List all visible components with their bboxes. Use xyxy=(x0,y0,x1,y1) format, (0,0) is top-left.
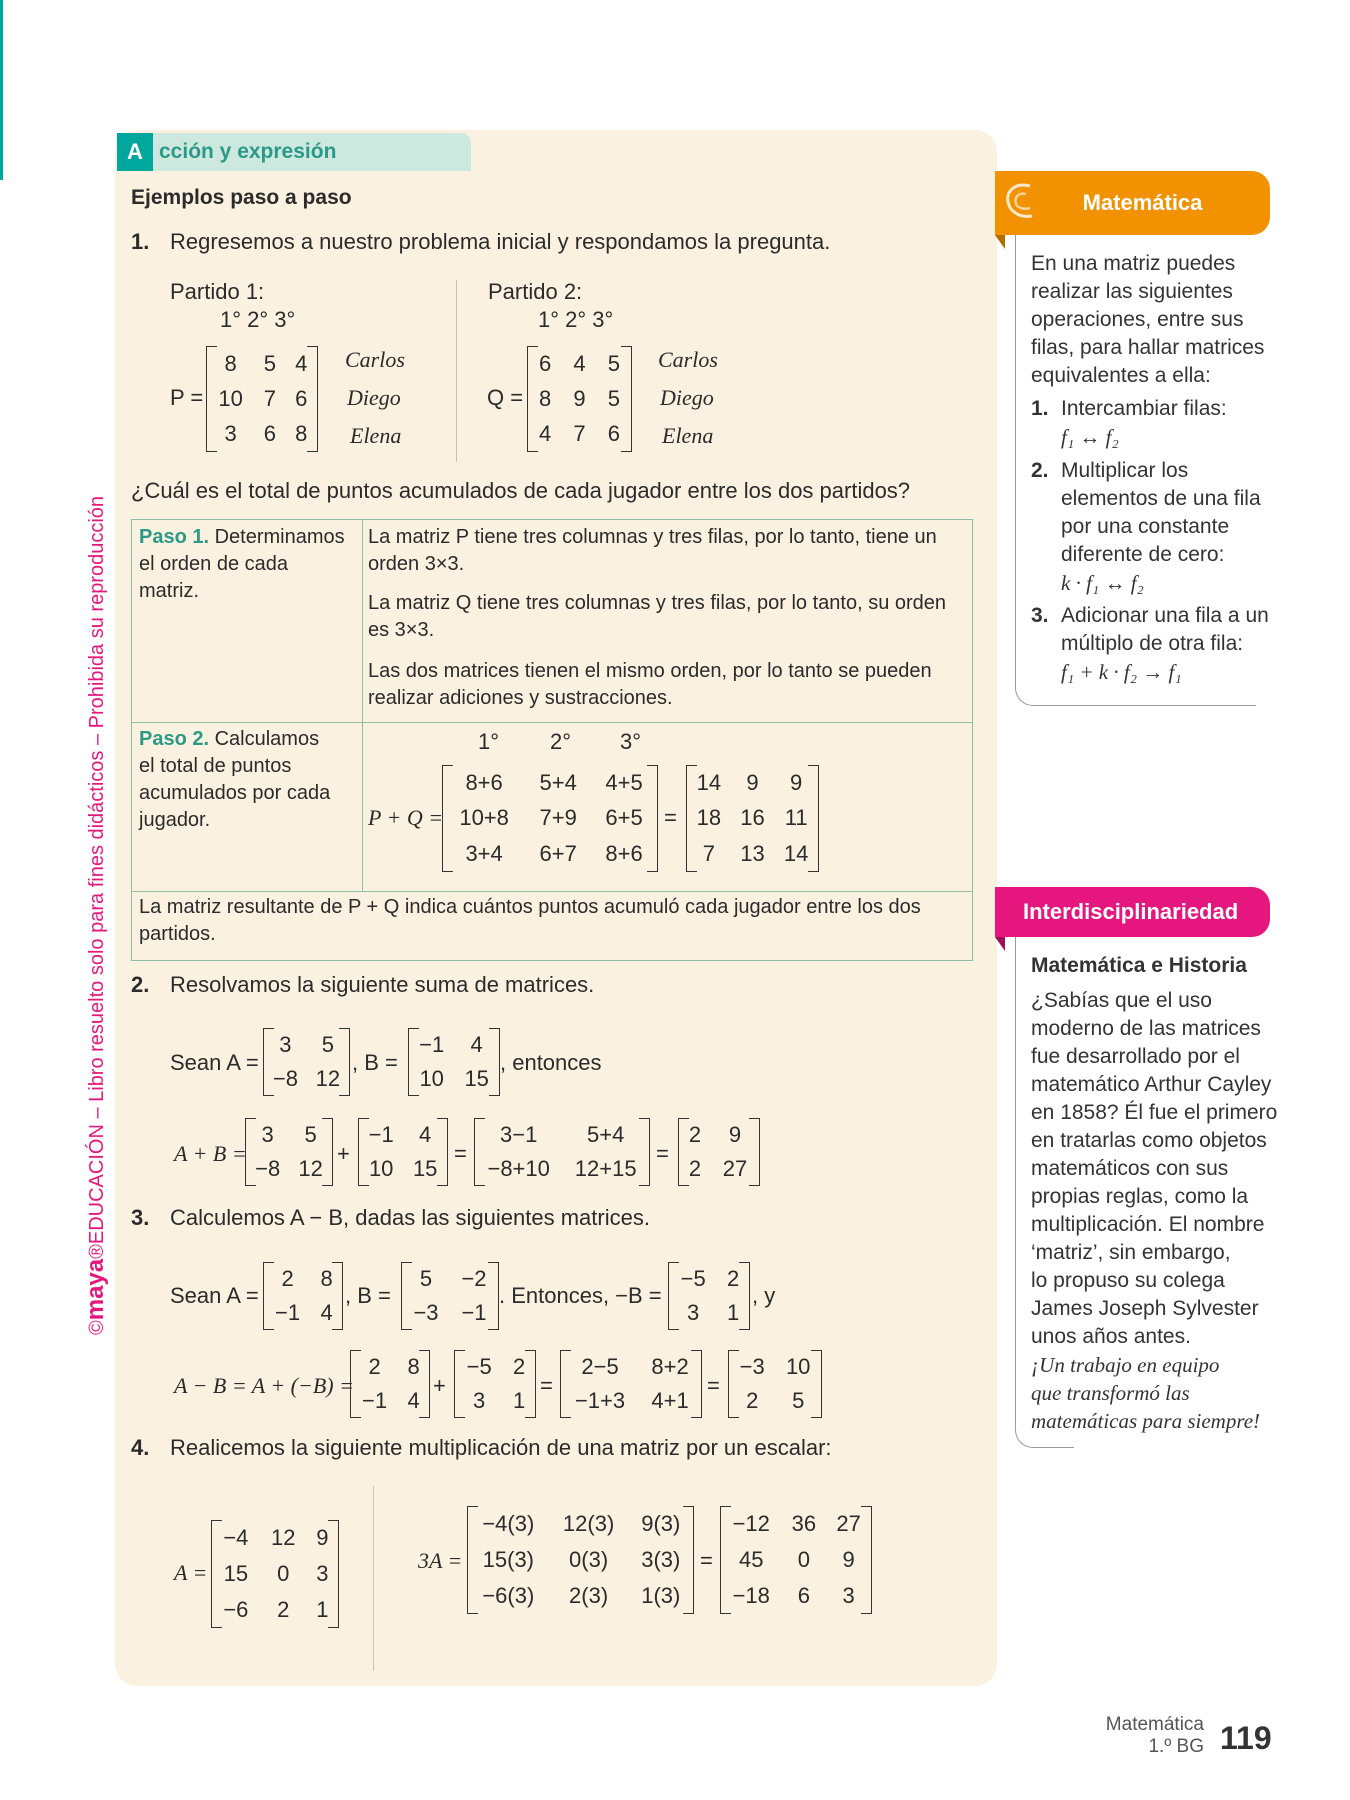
ex2-plus: + xyxy=(337,1141,350,1166)
ex4-result-matrix: −12 36 27 45 0 9 −18 6 3 xyxy=(720,1506,872,1614)
ex4-mid-matrix: −4(3) 12(3) 9(3) 15(3) 0(3) 3(3) −6(3) 2(3) 1(3) xyxy=(467,1506,694,1614)
step2-lhs: P + Q = xyxy=(368,805,444,830)
m2-label: Partido 2: xyxy=(488,279,583,304)
vertical-copyright: ©maya®EDUCACIÓN – Libro resuelto solo para fines didácticos – Prohibida su reproducción xyxy=(82,495,109,1335)
ex2-eq-1: = xyxy=(454,1141,467,1166)
ex2-matrix-a: 3 5 −8 12 xyxy=(263,1028,350,1096)
section-tab xyxy=(117,133,471,171)
matrix-p: 8 5 4 10 7 6 3 6 8 xyxy=(206,346,318,452)
page-number: 119 xyxy=(1220,1720,1272,1756)
step2-desc: Paso 2. Calculamos el total de puntos acumulados por cada jugador. xyxy=(139,728,331,831)
m2-col-headers: 1° 2° 3° xyxy=(538,307,614,332)
sidebar-tab-interdisciplinariedad: Interdisciplinariedad xyxy=(995,887,1270,937)
ex4-lhs: 3A = xyxy=(418,1548,463,1573)
ex3-text: Calculemos A − B, dadas las siguientes matrices. xyxy=(170,1205,650,1230)
ex2-lhs: A + B = xyxy=(174,1141,247,1166)
m2-player-2: Diego xyxy=(660,385,714,410)
heading: Ejemplos paso a paso xyxy=(131,186,352,209)
ex2-sum-a: 3 5 −8 12 xyxy=(245,1118,333,1186)
ex2-number: 2. xyxy=(131,972,150,997)
ex3-number: 3. xyxy=(131,1205,150,1230)
footer-grade: 1.º BG xyxy=(1148,1736,1204,1757)
sidebar1-item3: Adicionar una fila a un múltiplo de otra fila: xyxy=(1061,604,1269,655)
m2-player-1: Carlos xyxy=(658,347,718,372)
ex2-b-label: , B = xyxy=(352,1050,398,1075)
matrix-q: 6 4 5 8 9 5 4 7 6 xyxy=(527,346,632,452)
brand-logo: maya xyxy=(82,1258,109,1321)
section-letter: A xyxy=(117,133,153,171)
m1-player-2: Diego xyxy=(347,385,401,410)
ex3-result-matrix: −3 10 2 5 xyxy=(728,1350,822,1418)
ex3-sum-neg-b: −5 2 3 1 xyxy=(454,1350,536,1418)
swirl-icon xyxy=(1000,178,1040,226)
ex2-sum-b: −1 4 10 15 xyxy=(358,1118,448,1186)
ex4-number: 4. xyxy=(131,1435,150,1460)
m1-player-3: Elena xyxy=(350,423,402,448)
ex3-b-label: , B = xyxy=(345,1283,391,1308)
step2-col-3: 3° xyxy=(620,729,642,754)
ex4-text: Realicemos la siguiente multiplicación de una matriz por un escalar: xyxy=(170,1435,832,1460)
divider xyxy=(456,280,457,462)
ex1-number: 1. xyxy=(131,229,150,254)
step1-p2: La matriz Q tiene tres columnas y tres filas, por lo tanto, su orden es 3×3. xyxy=(368,592,947,641)
ex3-y: , y xyxy=(752,1283,776,1308)
sidebar1-intro: En una matriz puedes realizar las siguientes operaciones, entre sus filas, para hallar matrices equivalentes a ella: xyxy=(1031,252,1265,387)
ex3-mid-matrix: 2−5 8+2 −1+3 4+1 xyxy=(560,1350,702,1418)
conclusion: La matriz resultante de P + Q indica cuántos puntos acumuló cada jugador entre los dos partidos. xyxy=(139,896,921,945)
sum-matrix: 8+6 5+4 4+5 10+8 7+9 6+5 3+4 6+7 8+6 xyxy=(442,765,658,872)
ex3-lhs: A − B = A + (−B) = xyxy=(174,1373,354,1398)
step1-desc: Paso 1. Determinamos el orden de cada matriz. xyxy=(139,526,345,602)
sidebar1-formula3: f₁ + k · f₂ → f₁ xyxy=(1061,660,1182,684)
ex2-mid-matrix: 3−1 5+4 −8+10 12+15 xyxy=(474,1118,650,1186)
ex3-matrix-neg-b: −5 2 3 1 xyxy=(668,1262,750,1330)
sidebar1-formula1: f₁ ↔ f₂ xyxy=(1061,425,1119,449)
ex3-sean: Sean A = xyxy=(170,1283,259,1308)
section-title: cción y expresión xyxy=(153,133,471,171)
ex3-sum-a: 2 8 −1 4 xyxy=(350,1350,430,1418)
ex4-a-label: A = xyxy=(174,1560,208,1585)
sidebar-tab-matematica: Matemática xyxy=(995,171,1270,235)
sidebar2-body: ¿Sabías que el uso moderno de las matrices fue desarrollado por el matemático Arthur Cayley en 1858? Él fue el primero en tratarlas como objetos matemáticos con sus propias reglas, como la multiplicación. El nombre ‘matriz’, sin embargo, lo propuso su colega James Joseph Sylvester unos años antes. xyxy=(1031,989,1278,1348)
footer-subject: Matemática xyxy=(1105,1714,1204,1735)
ex4-matrix-a: −4 12 9 15 0 3 −6 2 1 xyxy=(211,1520,339,1628)
ex2-eq-2: = xyxy=(656,1141,669,1166)
ex1-question: ¿Cuál es el total de puntos acumulados de cada jugador entre los dos partidos? xyxy=(131,478,911,503)
ex2-matrix-b: −1 4 10 15 xyxy=(408,1028,500,1096)
page-edge-accent xyxy=(0,0,3,180)
ex3-matrix-a: 2 8 −1 4 xyxy=(263,1262,343,1330)
sidebar2-title: Matemática e Historia xyxy=(1031,954,1247,977)
m1-name: P = xyxy=(170,385,204,410)
sidebar1-formula2: k · f₁ ↔ f₂ xyxy=(1061,571,1144,595)
step1-p1: La matriz P tiene tres columnas y tres filas, por lo tanto, tiene un orden 3×3. xyxy=(368,526,937,575)
m2-player-3: Elena xyxy=(662,423,714,448)
m1-label: Partido 1: xyxy=(170,279,265,304)
ex2-result-matrix: 2 9 2 27 xyxy=(678,1118,760,1186)
step1-p3: Las dos matrices tienen el mismo orden, por lo tanto se pueden realizar adiciones y sustracciones. xyxy=(368,660,932,709)
sidebar1-item2: Multiplicar los elementos de una fila por una constante diferente de cero: xyxy=(1061,459,1261,566)
sidebar2-italic: ¡Un trabajo en equipo que transformó las matemáticas para siempre! xyxy=(1031,1353,1261,1433)
m2-name: Q = xyxy=(487,385,524,410)
m1-col-headers: 1° 2° 3° xyxy=(220,307,296,332)
ex1-text: Regresemos a nuestro problema inicial y respondamos la pregunta. xyxy=(170,229,831,254)
result-matrix-pq: 14 9 9 18 16 11 7 13 14 xyxy=(686,765,819,872)
ex2-sean: Sean A = xyxy=(170,1050,259,1075)
step2-col-2: 2° xyxy=(550,729,572,754)
step2-col-1: 1° xyxy=(478,729,500,754)
ex2-entonces: , entonces xyxy=(500,1050,602,1075)
sidebar1-item1: Intercambiar filas: xyxy=(1061,397,1227,420)
ex3-entonces: . Entonces, −B = xyxy=(499,1283,662,1308)
m1-player-1: Carlos xyxy=(345,347,405,372)
ex2-text: Resolvamos la siguiente suma de matrices. xyxy=(170,972,595,997)
ex3-matrix-b: 5 −2 −3 −1 xyxy=(401,1262,499,1330)
ex4-divider xyxy=(373,1486,374,1671)
